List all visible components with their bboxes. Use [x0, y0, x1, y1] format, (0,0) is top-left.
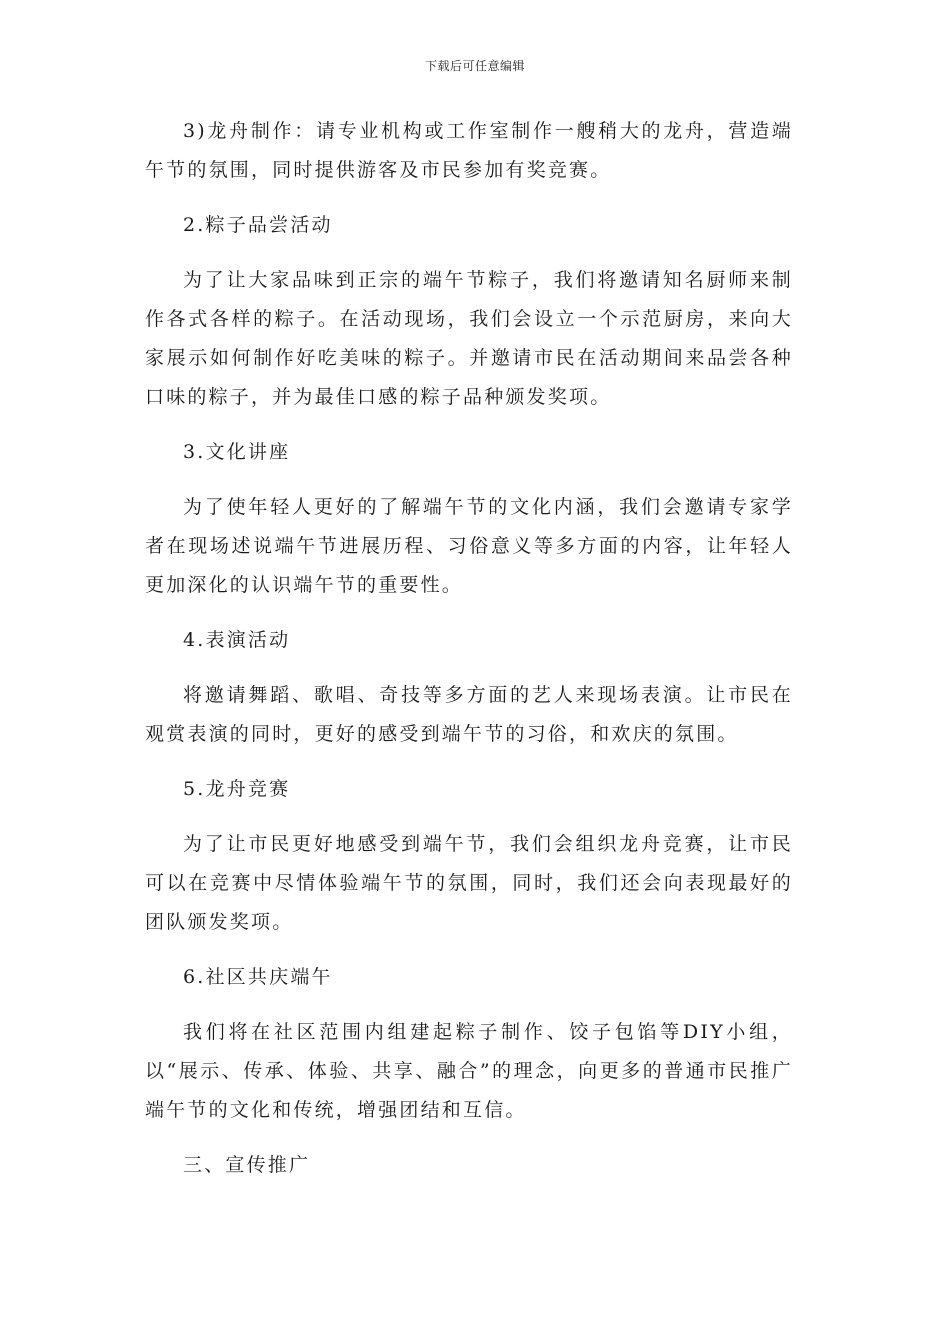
heading-zongzi-tasting: 2.粽子品尝活动: [183, 214, 333, 236]
heading-culture-lecture: 3.文化讲座: [183, 441, 291, 463]
document-body: [145, 112, 793, 1201]
paragraph-dragon-boat-race: 为了让市民更好地感受到端午节，我们会组织龙舟竞赛，让市民可以在竞赛中尽情体验端午节的氛围，同时，我们还会向表现最好的团队颁发奖项。: [145, 833, 793, 933]
paragraph-performance: 将邀请舞蹈、歌唱、奇技等多方面的艺人来现场表演。让市民在观赏表演的同时，更好的感受到端午节的习俗，和欢庆的氛围。: [145, 684, 793, 745]
paragraph-dragon-boat-making: 3)龙舟制作：请专业机构或工作室制作一艘稍大的龙舟，营造端午节的氛围，同时提供游客及市民参加有奖竞赛。: [145, 120, 793, 181]
paragraph-culture-lecture: 为了使年轻人更好的了解端午节的文化内涵，我们会邀请专家学者在现场述说端午节进展历程、习俗意义等多方面的内容，让年轻人更加深化的认识端午节的重要性。: [145, 496, 793, 596]
heading-dragon-boat-race: 5.龙舟竞赛: [183, 778, 291, 800]
page-header: 下载后可任意编辑: [424, 59, 525, 73]
paragraph-community-celebration: 我们将在社区范围内组建起粽子制作、饺子包馅等DIY小组，以“展示、传承、体验、共享、融合”的理念，向更多的普通市民推广端午节的文化和传统，增强团结和互信。: [145, 1021, 793, 1121]
heading-promotion: 三、宣传推广: [183, 1154, 311, 1176]
paragraph-zongzi-tasting: 为了让大家品味到正宗的端午节粽子，我们将邀请知名厨师来制作各式各样的粽子。在活动现场，我们会设立一个示范厨房，来向大家展示如何制作好吃美味的粽子。并邀请市民在活动期间来品尝各种口味的粽子，并为最佳口感的粽子品种颁发奖项。: [145, 269, 793, 408]
heading-performance: 4.表演活动: [183, 629, 291, 651]
heading-community-celebration: 6.社区共庆端午: [183, 966, 333, 988]
